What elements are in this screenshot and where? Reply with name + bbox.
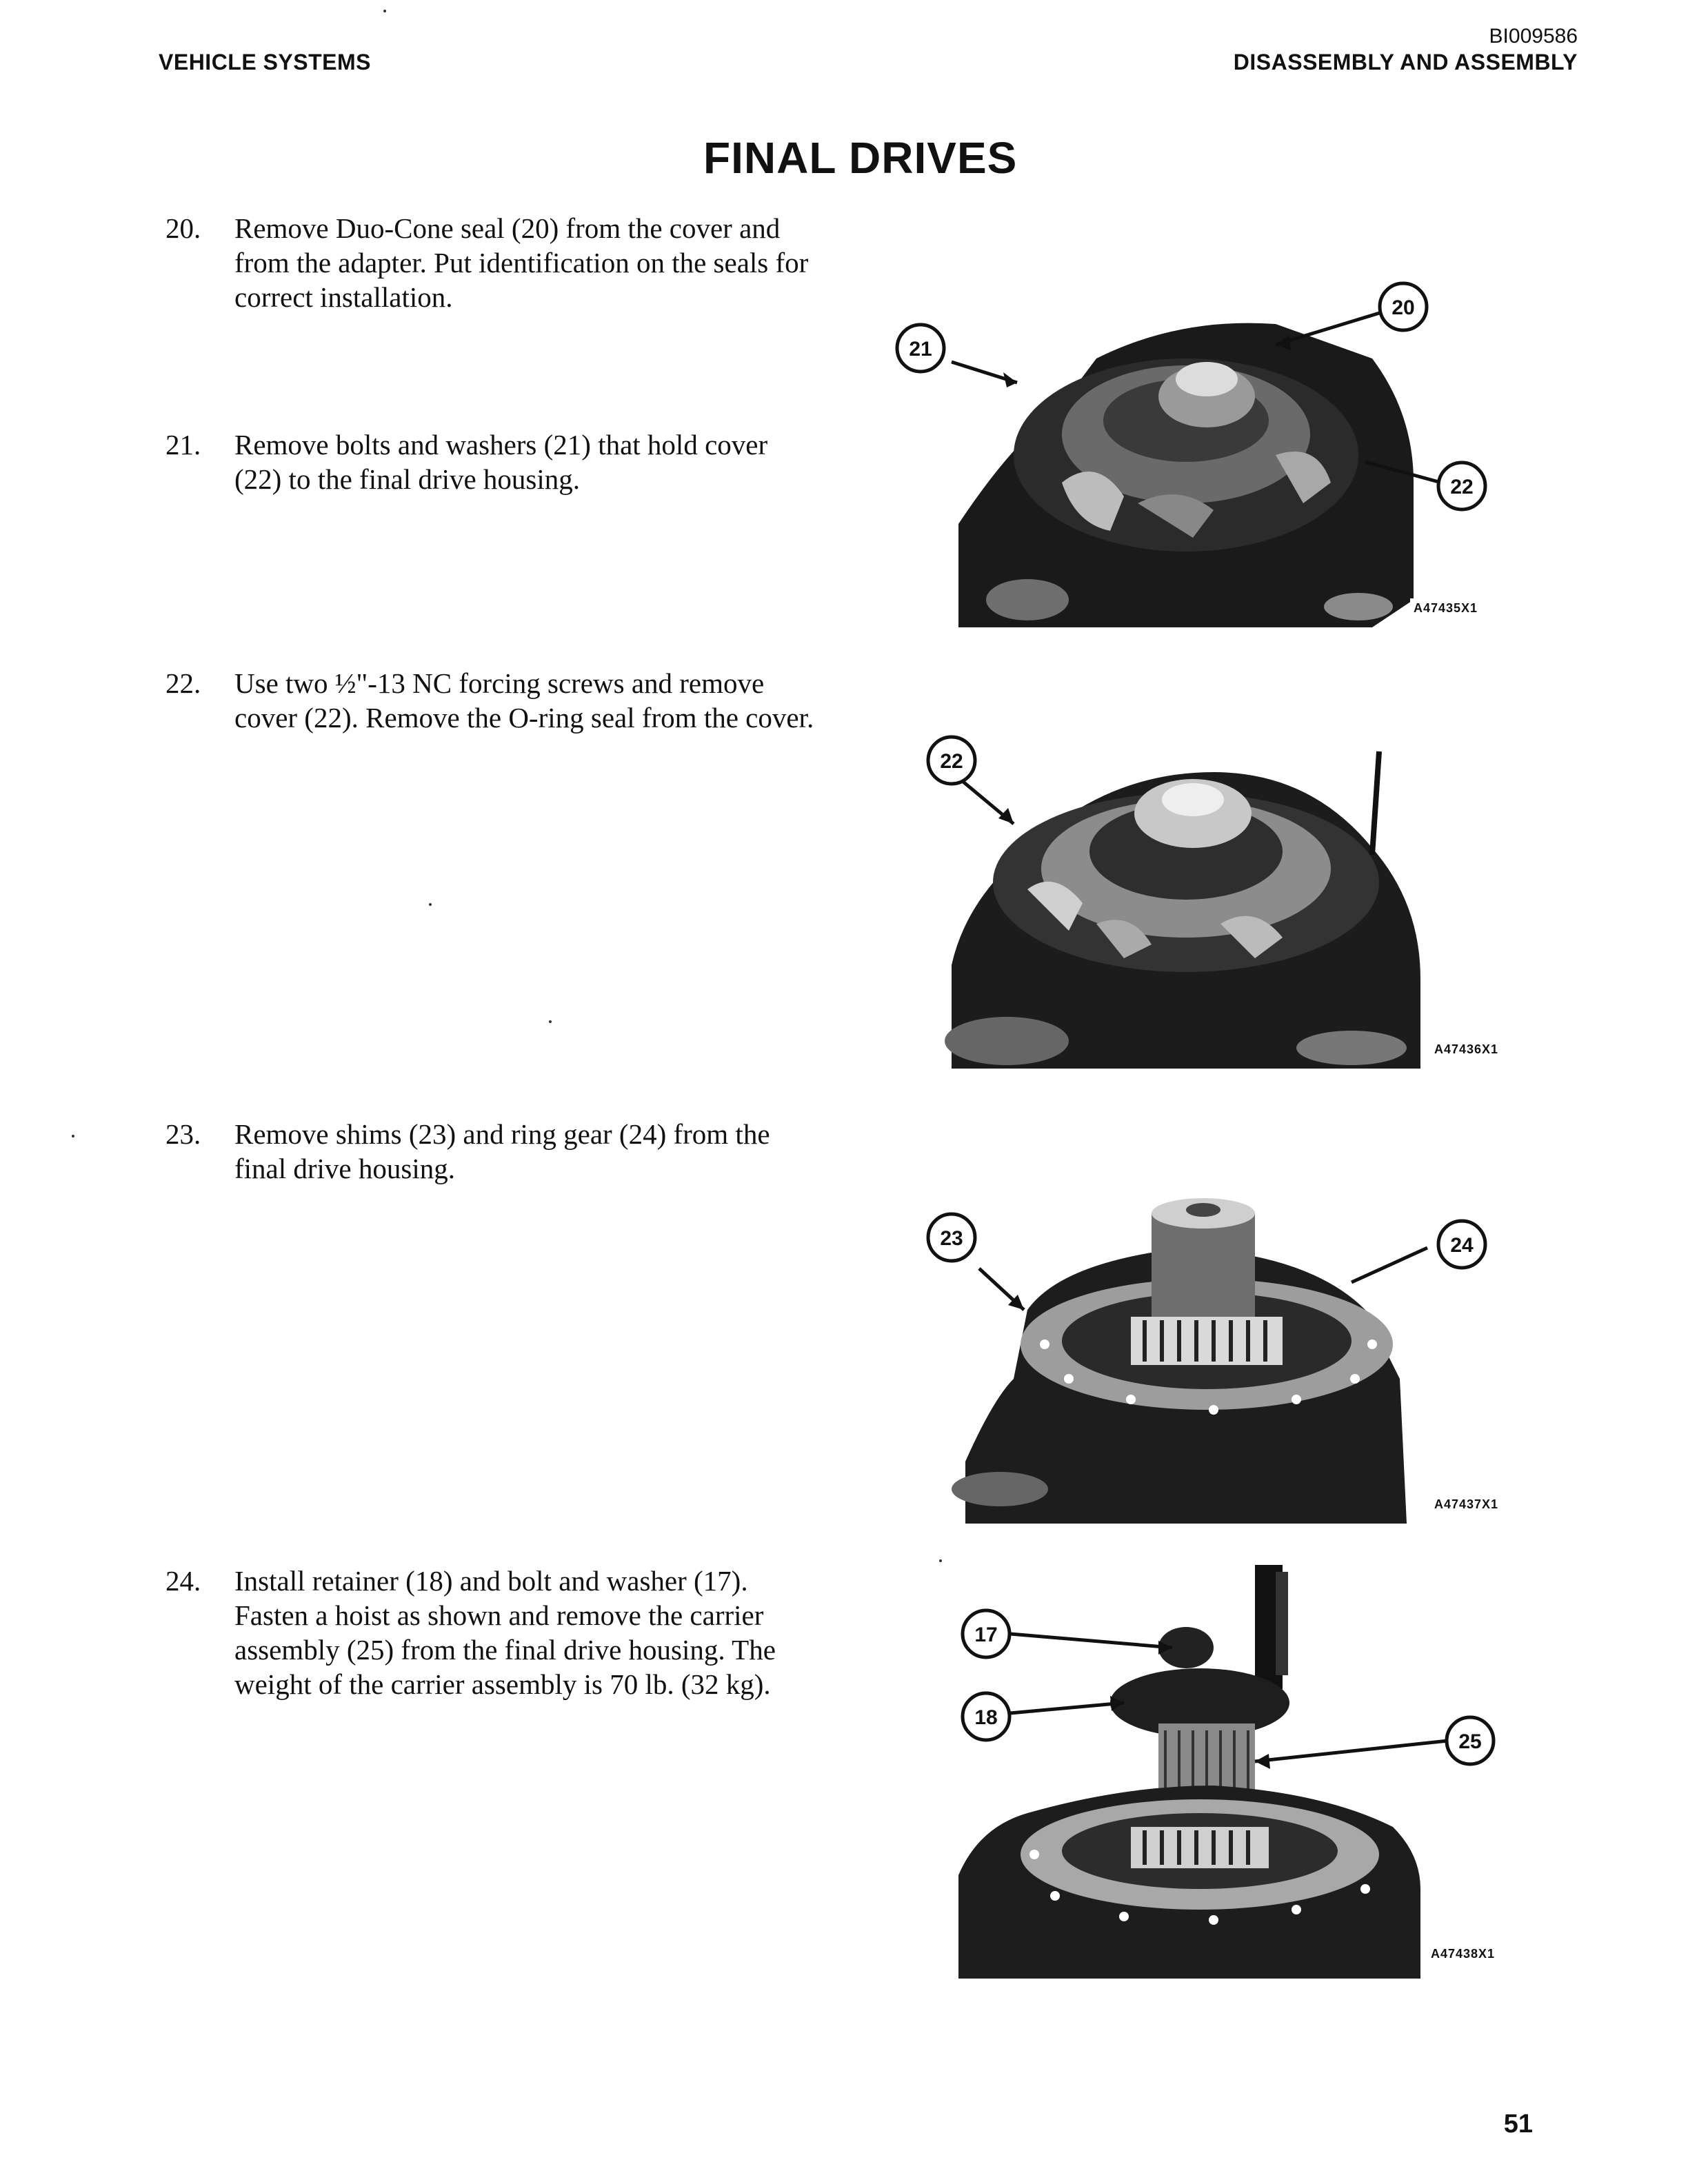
step-number: 22. <box>165 667 201 699</box>
step-number: 23. <box>165 1118 201 1150</box>
figure-code: A47437X1 <box>1434 1497 1499 1511</box>
step-text: Remove shims (23) and ring gear (24) from the final drive housing. <box>234 1118 770 1184</box>
callout-20: 20 <box>1391 296 1415 319</box>
step-text: Remove Duo-Cone seal (20) from the cover and from the adapter. Put identification on the seals for correct installation. <box>234 212 809 313</box>
step-text: Install retainer (18) and bolt and washer (17). Fasten a hoist as shown and remove the carrier assembly (25) from the final drive housing. The weight of the carrier assembly is 70 lb. (32 kg). <box>234 1565 776 1700</box>
step-number: 20. <box>165 212 201 244</box>
figure-cover-off <box>924 731 1517 1075</box>
figure-1-photo <box>890 276 1510 634</box>
scan-speck <box>549 1020 552 1023</box>
callout-17: 17 <box>974 1624 998 1646</box>
step-text: Use two ½"-13 NC forcing screws and remove cover (22). Remove the O-ring seal from the cover. <box>234 667 814 734</box>
figure-2-photo <box>924 731 1517 1075</box>
step-text: Remove bolts and washers (21) that hold cover (22) to the final drive housing. <box>234 429 768 495</box>
scan-speck <box>72 1135 74 1138</box>
figure-cover-removal <box>890 276 1510 634</box>
callout-25: 25 <box>1458 1730 1482 1753</box>
step-24 <box>165 1564 821 1701</box>
callout-21: 21 <box>909 338 932 361</box>
header-subsection: DISASSEMBLY AND ASSEMBLY <box>1233 50 1578 74</box>
callout-24: 24 <box>1450 1234 1474 1257</box>
step-number: 21. <box>165 429 201 461</box>
figure-3-photo <box>924 1172 1517 1530</box>
scan-speck <box>429 903 432 906</box>
scan-speck <box>383 10 386 12</box>
callout-22: 22 <box>940 750 963 773</box>
step-20 <box>165 211 821 314</box>
step-21 <box>165 427 821 496</box>
header-section: VEHICLE SYSTEMS <box>159 50 371 74</box>
step-23 <box>165 1117 821 1186</box>
page-number: 51 <box>1503 2110 1533 2138</box>
page-title: FINAL DRIVES <box>703 133 1018 183</box>
step-22 <box>165 666 821 735</box>
figure-code: A47438X1 <box>1431 1947 1496 1961</box>
figure-ring-gear <box>924 1172 1517 1530</box>
figure-code: A47436X1 <box>1434 1042 1499 1056</box>
figure-carrier-removal <box>952 1565 1531 1979</box>
callout-23: 23 <box>940 1227 963 1250</box>
document-code: BI009586 <box>1489 25 1578 48</box>
step-number: 24. <box>165 1565 201 1597</box>
callout-22: 22 <box>1450 476 1474 498</box>
figure-code: A47435X1 <box>1414 601 1478 615</box>
scan-speck <box>939 1559 942 1562</box>
figure-4-photo <box>952 1565 1531 1979</box>
callout-18: 18 <box>974 1706 998 1729</box>
